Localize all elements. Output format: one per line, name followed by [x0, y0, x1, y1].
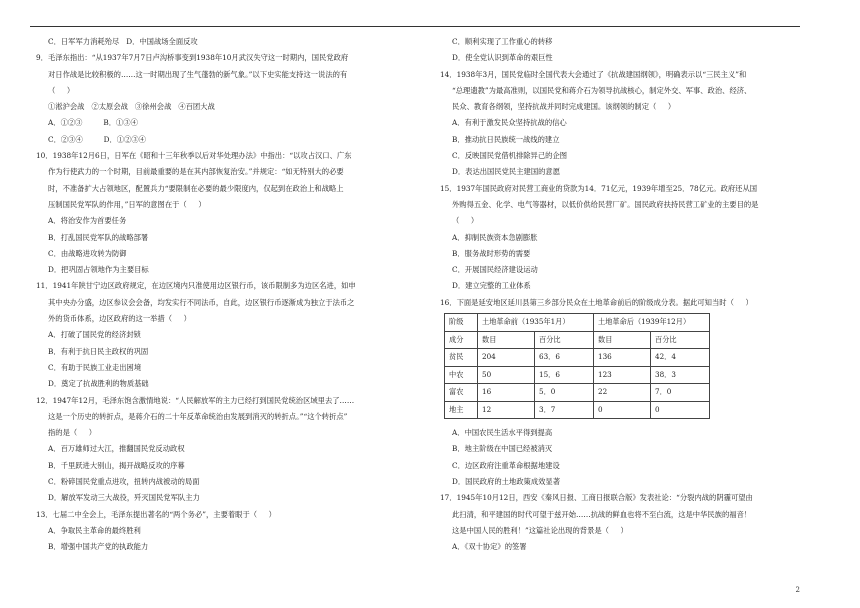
text-line: D．表达出国民党民主建国的意愿 [452, 167, 561, 177]
text-line: D．奠定了抗战胜利的物质基础 [48, 379, 149, 389]
right-column [440, 34, 796, 555]
text-line: 作为行使武力的一个时期，目前最重要的是在其内部恢复治安。”并规定：“如无特别大的必要 [48, 167, 344, 177]
table-header-cell: 阶级 [445, 314, 478, 332]
table-cell: 123 [594, 366, 651, 384]
text-line: A．百万雄师过大江，推翻国民党反动政权 [48, 444, 185, 454]
text-line: 外购得五金、化学、电气等器材，以低价供给民营厂矿。国民政府扶持民营工矿业的主要目的是 [452, 199, 759, 209]
text-line: B．打乱国民党军队的战略部署 [48, 232, 149, 242]
text-line: A．中国农民生活水平得到提高 [452, 428, 553, 438]
text-line: C．②③④ D．①②③④ [48, 134, 146, 144]
table-row [445, 384, 710, 402]
right-top-text [440, 34, 796, 311]
page-number: 2 [795, 586, 800, 594]
right-bottom-text [440, 425, 796, 555]
text-line: A．有利于激发民众坚持抗战的信心 [452, 118, 567, 128]
table-header-cell: 土地革命前（1935年1月） [478, 314, 594, 332]
text-line: B．有利于抗日民主政权的巩固 [48, 346, 149, 356]
left-column [36, 34, 402, 556]
text-line: 15．1937年国民政府对民营工商业的贷款为14．71亿元，1939年增至25．78亿元。政府还从国 [440, 183, 758, 193]
text-line: C．开展国民经济建设运动 [452, 265, 538, 275]
text-line: D．国民政府的土地政策成效显著 [452, 476, 561, 486]
class-composition-table [444, 313, 710, 419]
text-line: D．把巩固占领地作为主要目标 [48, 265, 149, 275]
text-line: C．反映国民党借机排除异己的企图 [452, 151, 568, 161]
text-line: C．粉碎国民党重点进攻，扭转内战被动的局面 [48, 477, 200, 487]
table-header-cell: 土地革命后（1939年12月） [594, 314, 710, 332]
text-line: 民众、教育各纲领，坚持抗战并同时完成建国。该纲领的制定（ ） [452, 102, 676, 112]
text-line: “总理遗教”为最高准则，以国民党和蒋介石为领导抗战核心，制定外交、军事、政治、经济、 [452, 85, 752, 95]
text-line: 这是一个历史的转折点，是蒋介石的二十年反革命统治由发展到消灭的转折点。”“这个转折点” [48, 411, 348, 421]
table-cell: 0 [594, 401, 651, 419]
table-header-row [445, 331, 710, 349]
table-header-cell: 数目 [478, 331, 535, 349]
text-line: 时，不准备扩大占领地区，配置兵力“要限制在必要的最少限度内，仅起到在政治上和战略上 [48, 183, 344, 193]
table-cell: 0 [651, 401, 710, 419]
text-line: D．解放军发动三大战役，歼灭国民党军队主力 [48, 493, 200, 503]
text-line: A．打破了国民党的经济封锁 [48, 330, 141, 340]
text-line: B．地主阶级在中国已经被消灭 [452, 444, 553, 454]
header-rule [30, 26, 800, 27]
text-line: A．①②③ B．①③④ [48, 118, 138, 128]
table-cell: 地主 [445, 401, 478, 419]
table-cell: 136 [594, 349, 651, 367]
text-line: B．推动抗日民族统一战线的建立 [452, 134, 560, 144]
text-line: 12．1947年12月，毛泽东饱含激情地说：“人民解放军的主力已经打到国民党统治区域里去了…… [36, 395, 355, 405]
text-line: （ ） [48, 85, 75, 95]
table-cell: 贫民 [445, 349, 478, 367]
text-line: 指的是（ ） [48, 428, 97, 438]
table-row [445, 349, 710, 367]
table-cell: 204 [478, 349, 535, 367]
text-line: 其中央办分盛，边区参议会会备，均发实行不同法币，自此，边区银行币逐渐成为独立于法币之 [48, 297, 355, 307]
text-line: A．《双十协定》的签署 [452, 542, 527, 552]
text-line: 压制国民党军队的作用，”日军的意图在于（ ） [48, 199, 206, 209]
table-cell: 3．7 [535, 401, 594, 419]
table-cell: 42．4 [651, 349, 710, 367]
text-line: C．由战略进攻转为防御 [48, 248, 127, 258]
text-line: 16．下面是延安地区延川县第三乡部分民众在土地革命前后的阶级成分表。据此可知当时（ ） [440, 297, 753, 307]
table-header-cell: 数目 [594, 331, 651, 349]
text-line: C．顺利实现了工作重心的转移 [452, 37, 553, 46]
text-line: C．边区政府注重革命根据地建设 [452, 460, 560, 470]
text-line: 对日作战是比较积极的……这一时期出现了生气蓬勃的新气象。”以下史实能支持这一说法的有 [48, 69, 348, 79]
table-row [445, 401, 710, 419]
text-line: A．抑制民族资本急剧膨胀 [452, 232, 538, 242]
table-cell: 15．6 [535, 366, 594, 384]
table-cell: 50 [478, 366, 535, 384]
table-header-cell: 百分比 [651, 331, 710, 349]
text-line: 13．七届二中全会上，毛泽东提出著名的“两个务必”，主要着眼于（ ） [36, 509, 276, 519]
text-line: 9．毛泽东指出：“从1937年7月7日卢沟桥事变到1938年10月武汉失守这一时期内，国民党政府 [36, 53, 349, 63]
text-line: A．争取民主革命的最终胜利 [48, 525, 141, 535]
text-line: B．增强中国共产党的执政能力 [48, 542, 149, 552]
table-cell: 38．3 [651, 366, 710, 384]
text-line: D．使全党认识到革命的艰巨性 [452, 53, 553, 63]
text-line: 10．1938年12月6日，日军在《昭和十三年秋季以后对华处理办法》中指出：“以攻占汉口、广东 [36, 151, 352, 161]
text-line: D．建立完整的工业体系 [452, 281, 531, 291]
text-line: 17．1945年10月12日，西安《秦风日报、工商日报联合版》发表社论：“分裂内战的阴霾可望由 [440, 493, 753, 503]
table-header-cell: 成分 [445, 331, 478, 349]
text-line: B．服务战时形势的需要 [452, 248, 531, 258]
text-line: 这是中国人民的胜利！”这篇社论出现的背景是（ ） [452, 525, 628, 535]
text-line: 11．1941年陕甘宁边区政府规定，在边区境内只准使用边区银行币，该币限制多为边区名进，如申 [36, 281, 356, 291]
text-line: 外的货币体系，边区政府的这一举措（ ） [48, 314, 191, 324]
table-row [445, 366, 710, 384]
text-line: （ ） [452, 216, 479, 226]
text-line: C．日军军力消耗殆尽 D．中国战场全面反攻 [48, 37, 198, 46]
text-line: 此扫清，和平建国的时代可望于兹开始……抗战的鲜血也将不至白流，这是中华民族的福音！ [452, 509, 752, 519]
table-cell: 22 [594, 384, 651, 402]
text-line: B．千里跃进大别山，揭开战略反攻的序幕 [48, 460, 185, 470]
table-cell: 7．0 [651, 384, 710, 402]
table-cell: 63．6 [535, 349, 594, 367]
text-line: C．有助于民族工业走出困境 [48, 362, 142, 372]
text-line: 14．1938年3月，国民党临时全国代表大会通过了《抗战建国纲领》，明确表示以“三民主义”和 [440, 69, 747, 79]
table-cell: 富农 [445, 384, 478, 402]
text-line: ①淞沪会战 ②太原会战 ③徐州会战 ④百团大战 [48, 102, 215, 112]
table-header-row [445, 314, 710, 332]
table-header-cell: 百分比 [535, 331, 594, 349]
table-cell: 中农 [445, 366, 478, 384]
table-cell: 16 [478, 384, 535, 402]
text-line: A．将治安作为首要任务 [48, 216, 127, 226]
table-cell: 5．0 [535, 384, 594, 402]
table-cell: 12 [478, 401, 535, 419]
